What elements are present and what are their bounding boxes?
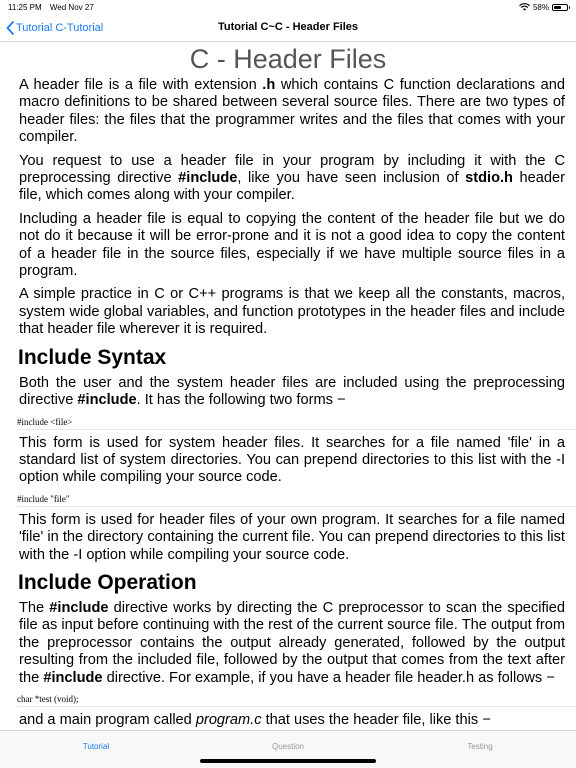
paragraph-request: You request to use a header file in your program by including it with the C preprocessing directive #include, like you have seen inclusion of stdio.h header file, which comes along with your compiler. [19,152,566,204]
status-right [519,3,568,12]
wifi-icon [519,3,530,11]
paragraph-intro: A header file is a file with extension .h which contains C function declarations and macro definitions to be shared between several source files. There are two types of header files: the files that the programmer writes and the files that comes with your compiler. [19,77,566,146]
status-bar [0,0,576,14]
paragraph-copying: Including a header file is equal to copying the content of the header file but we do not do it because it will be error-prone and it is not a good idea to copy the content of a header file in the source files, especially if we have multiple source files in a program. [19,210,565,280]
heading-include-operation: Include Operation [18,570,197,594]
battery-percent: 58% [532,2,549,12]
code-include-system: #include <file> [17,416,576,430]
battery-icon [552,4,568,11]
paragraph-main-program: and a main program called program.c that uses the header file, like this − [19,711,491,728]
paragraph-system-form: This form is used for system header files. It searches for a file named 'file' in a standard list of system directories. You can prepend directories to this list with the -I option while compiling your source code. [19,434,565,486]
status-time: 11:25 PM [8,2,42,12]
paragraph-syntax: Both the user and the system header files are included using the preprocessing directive #include. It has the following two forms − [19,374,565,409]
paragraph-operation: The #include directive works by directing the C preprocessor to scan the specified file as input before continuing with the rest of the current source file. The output from the preprocessor contains the output already generated, followed by the output resulting from the included file, followed by the output that comes from the text after the #include directive. For example, if you have a header file header.h as follows − [19,599,565,686]
navigation-bar [0,14,576,42]
chevron-left-icon [6,21,14,35]
tab-testing[interactable]: Testing [467,742,493,751]
tab-tutorial[interactable]: Tutorial [82,742,110,751]
tab-question[interactable]: Question [271,742,305,751]
heading-include-syntax: Include Syntax [18,345,167,369]
page-title: C - Header Files [189,44,387,74]
status-left [8,3,100,12]
status-date: Wed Nov 27 [49,2,94,12]
code-include-user: #include "file" [17,493,576,507]
back-button[interactable] [6,20,103,36]
code-header-declaration: char *test (void); [17,693,576,707]
home-indicator [200,759,376,763]
tutorial-content[interactable] [0,42,576,730]
paragraph-user-form: This form is used for header files of your own program. It searches for a file named 'file' in the directory containing the current file. You can prepend directories to this list with the -I option while compiling your source code. [19,511,565,563]
tab-bar [0,730,576,768]
nav-title: Tutorial C~C - Header Files [217,21,359,33]
back-button-label: Tutorial C-Tutorial [16,22,104,34]
paragraph-practice: A simple practice in C or C++ programs is that we keep all the constants, macros, system wide global variables, and function prototypes in the header files and include that header file wherever it is required. [19,286,565,338]
